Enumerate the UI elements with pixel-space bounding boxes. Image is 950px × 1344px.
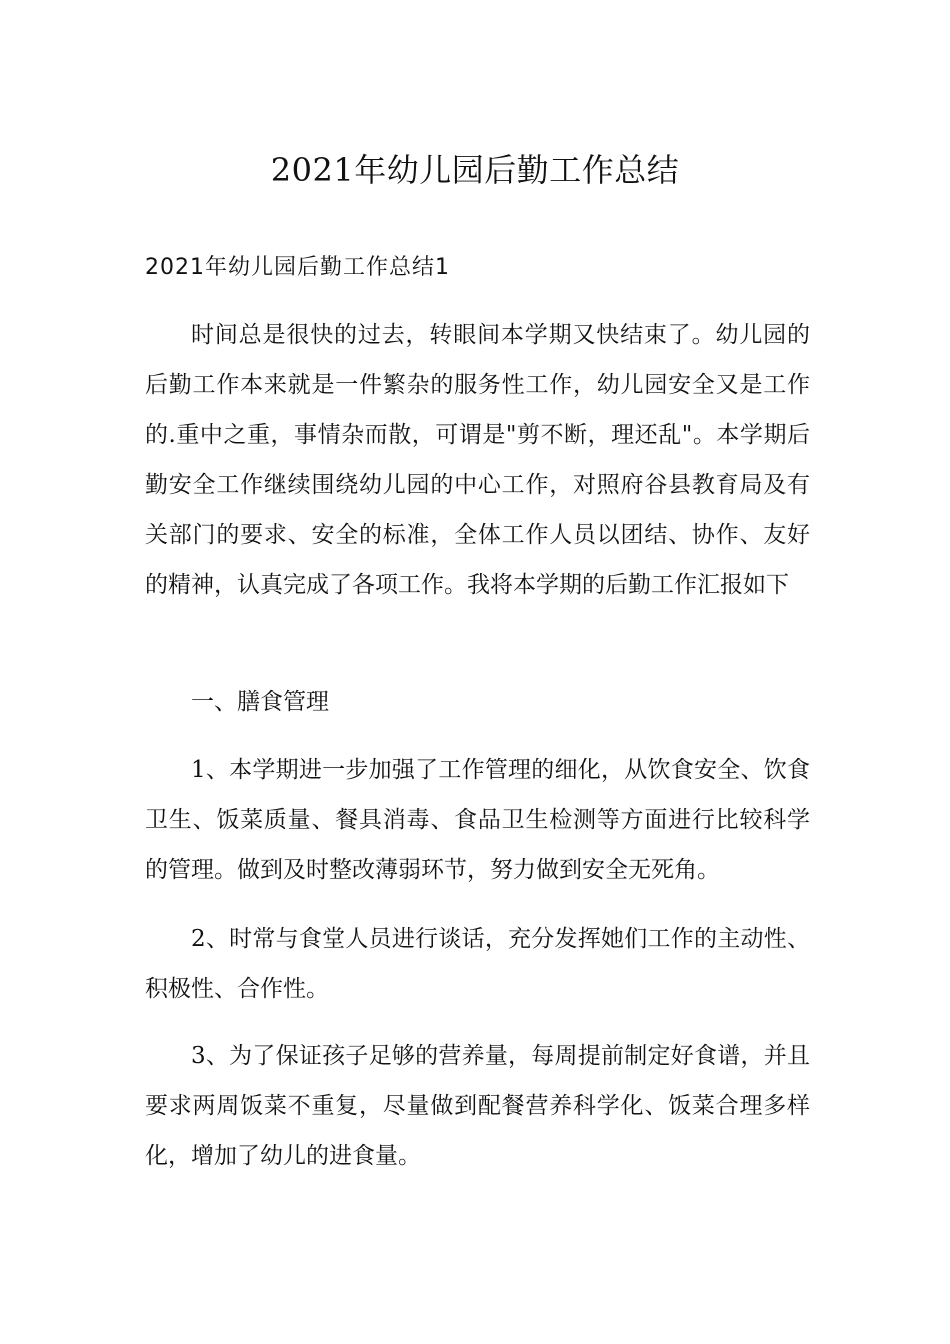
list-item: 1、本学期进一步加强了工作管理的细化，从饮食安全、饮食卫生、饭菜质量、餐具消毒、食品卫生检测等方面进行比较科学的管理。做到及时整改薄弱环节，努力做到安全无死角。	[145, 757, 810, 883]
document-title: 2021年幼儿园后勤工作总结	[270, 151, 680, 190]
list-item: 3、为了保证孩子足够的营养量，每周提前制定好食谱，并且要求两周饭菜不重复，尽量做到配餐营养科学化、饭菜合理多样化，增加了幼儿的进食量。	[145, 1043, 810, 1169]
section-subtitle: 2021年幼儿园后勤工作总结1	[145, 255, 450, 280]
list-item: 2、时常与食堂人员进行谈话，充分发挥她们工作的主动性、积极性、合作性。	[145, 926, 810, 1002]
section-heading: 一、膳食管理	[191, 689, 329, 715]
intro-paragraph: 时间总是很快的过去，转眼间本学期又快结束了。幼儿园的后勤工作本来就是一件繁杂的服务性工作，幼儿园安全又是工作的.重中之重，事情杂而散，可谓是"剪不断，理还乱"。本学期后勤安全工作继续围绕幼儿园的中心工作，对照府谷县教育局及有关部门的要求、安全的标准，全体工作人员以团结、协作、友好的精神，认真完成了各项工作。我将本学期的后勤工作汇报如下	[145, 322, 810, 598]
